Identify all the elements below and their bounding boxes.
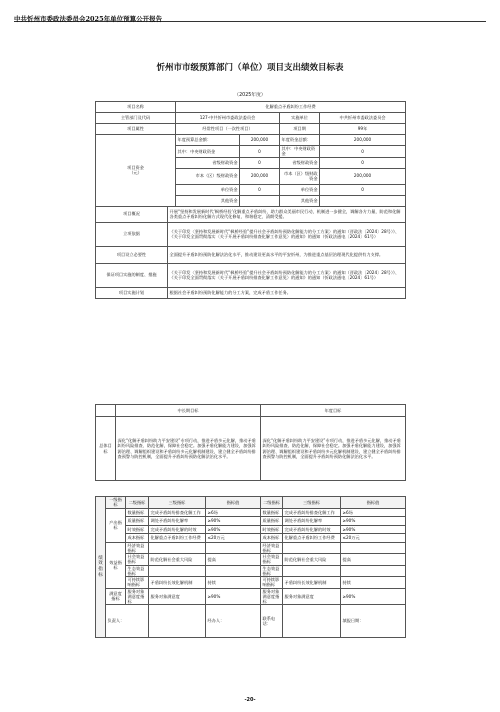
funds-right-label: 单位资金 [280, 184, 320, 195]
funds-right-value: 200,000 [320, 135, 406, 146]
funds-left-value: 0 [240, 157, 280, 168]
indicator-cell: ≤20万元 [206, 534, 261, 543]
indicator-cell: 完成矛盾纠纷化解的时效 [149, 525, 206, 534]
funds-right-label: 市本（区）级财政资金 [280, 168, 320, 184]
section-label: 立项依据 [96, 222, 168, 246]
funds-label: 项目资金 （元） [96, 135, 176, 207]
section-text: 开展“坚持和发展新时代‘枫桥经验’化解重点矛盾纠纷，助力群众美丽市民行动，机制进一步健全，调解各方力量，防范和化解各类重点矛盾纠纷化解方式现代化修复、和谐稳定、清朗受援。 [168, 206, 406, 222]
dept-value: 127-中共忻州市委政法委员会 [176, 113, 280, 124]
indicator-cell: 经济效益指标 [261, 542, 283, 554]
indicator-cell: 调处矛盾纠纷化解率 [283, 517, 341, 526]
goals-year-header: 年度目标 [261, 405, 406, 417]
goals-overall-label: 总体目标 [96, 417, 116, 481]
indicator-cell: 数量指标 [126, 508, 149, 517]
section-text: 全面提升矛盾纠纷预防化解法治化水平，推动建设更高水平的平安忻州，为推进重点基层治理现代化提供有力支撑。 [168, 246, 406, 263]
funds-left-label: 其他资金 [176, 195, 240, 206]
period-label: 项目期 [280, 124, 320, 135]
footer-person-label: 负责人： [106, 605, 149, 638]
footer-phone-label: 联系电话： [261, 605, 283, 638]
section-text: 《关于印发〈坚持和发展新时代“枫桥经验”提升社会矛盾纠纷预防化解能力的分工方案〉的通知（晋政法〔2024〕28号）》、《关于印发全面贯彻落实〈关于开展矛盾纠纷排查化解工作意见〉的通知》的通知（忻政法通电〔2024〕61号） [168, 222, 406, 246]
funds-right-value: 0 [320, 157, 406, 168]
indicator-cell: 数量指标 [261, 508, 283, 517]
indicator-group-label: 产出指标 [106, 508, 126, 542]
indicator-cell: 时效指标 [261, 525, 283, 534]
goals-mid-header: 中长期目标 [116, 405, 261, 417]
indicator-cell: 提高 [206, 554, 261, 566]
indicator-cell: ≥90% [206, 517, 261, 526]
indicator-cell: 防范化解社会重大风险 [149, 554, 206, 566]
indicator-row [96, 525, 406, 534]
header-cell: 指标值 [341, 497, 406, 509]
document-year: （2025年度） [234, 93, 266, 98]
funds-left-value [240, 195, 280, 206]
exec-label: 实施单位 [280, 113, 320, 124]
indicator-cell: 生态效益指标 [126, 565, 149, 577]
indicator-cell [149, 565, 206, 577]
dept-label: 主管部门及代码 [96, 113, 176, 124]
indicator-cell: ≥6场 [206, 508, 261, 517]
funds-left-label: 其中：中央财政资金 [176, 146, 240, 158]
indicator-cell: 化解重点矛盾纠纷工作经费 [149, 534, 206, 543]
indicator-cell [206, 565, 261, 577]
indicator-cell: ≥90% [341, 517, 406, 526]
indicator-cell: 经济效益指标 [126, 542, 149, 554]
attr-value: 经常性项目（一次性项目） [176, 124, 280, 135]
section-label: 项目概况 [96, 206, 168, 222]
indicator-row [96, 577, 406, 589]
footer-handler-label: 经办人： [206, 605, 261, 638]
funds-right-label: 其中：中央财政资金 [280, 146, 320, 158]
indicator-cell: ≥6场 [341, 508, 406, 517]
indicator-cell [149, 542, 206, 554]
project-name-value: 化解重点矛盾纠纷工作经费 [176, 102, 406, 113]
indicator-cell: 持续 [206, 577, 261, 589]
indicator-cell: 矛盾纠纷长效化解机制 [149, 577, 206, 589]
indicator-cell [283, 565, 341, 577]
indicator-cell: ≥90% [341, 588, 406, 605]
funds-right-value [320, 195, 406, 206]
indicators-table [95, 496, 406, 638]
indicator-cell: 完成矛盾纠纷排查化解工作 [149, 508, 206, 517]
section-text: 根据社会矛盾纠纷预防化解能力的分工方案，完成矛盾工作任务。 [168, 287, 406, 298]
indicator-cell: 服务对象满意度指标 [261, 588, 283, 605]
indicator-cell: 成本指标 [126, 534, 149, 543]
indicators-side-label: 绩效指标 [96, 497, 106, 638]
header-text: 中共忻州市委政法委员会2025年单位预算公开报告 [14, 15, 163, 23]
indicator-row [96, 517, 406, 526]
funds-right-value: 200,000 [320, 168, 406, 184]
page-number: -20- [244, 697, 256, 703]
period-value: 99年 [320, 124, 406, 135]
funds-left-label: 单位资金 [176, 184, 240, 195]
footer-row [96, 605, 406, 638]
indicator-group-label: 满意度指标 [106, 588, 126, 605]
goals-corner [96, 405, 116, 417]
project-info-table [95, 101, 406, 299]
attr-label: 项目属性 [96, 124, 176, 135]
indicator-cell: 社会效益指标 [261, 554, 283, 566]
funds-left-value: 200,000 [240, 135, 280, 146]
indicator-row [96, 588, 406, 605]
footer-phone-value [283, 605, 341, 638]
indicator-cell: 时效指标 [126, 525, 149, 534]
funds-right-value: 0 [320, 146, 406, 158]
indicator-cell: 服务对象满意度 [283, 588, 341, 605]
goals-year-text: 深化“化解矛盾纠纷助力平安建设”专项行动，推进矛盾多元化解，推动矛盾纠纷风险排查、防范化解，保障社会稳定。加强矛盾化解能力建设，加强诉源治理、调解组织建设和矛盾纠纷多元化解机制建设，建立健全矛盾纠纷排查预警与防控机制，全面提升矛盾纠纷预防化解法治化水平。 [261, 417, 406, 481]
funds-right-label: 省级财政资金 [280, 157, 320, 168]
indicator-cell: 防范化解社会重大风险 [283, 554, 341, 566]
section-label: 项目实施计划 [96, 287, 168, 298]
funds-left-label: 省级财政资金 [176, 157, 240, 168]
indicator-cell: 化解重点矛盾纠纷工作经费 [283, 534, 341, 543]
indicator-cell: ≤20万元 [341, 534, 406, 543]
indicator-row [96, 508, 406, 517]
indicator-cell: 矛盾纠纷长效化解机制 [283, 577, 341, 589]
funds-right-label: 年度资金总额： [280, 135, 320, 146]
indicator-row [96, 542, 406, 554]
footer-person-value [149, 605, 206, 638]
indicator-row [96, 565, 406, 577]
footer-date-label: 填报日期： [341, 605, 406, 638]
indicator-row [96, 554, 406, 566]
indicator-cell: 可持续影响指标 [261, 577, 283, 589]
indicator-cell [206, 542, 261, 554]
indicator-cell [341, 542, 406, 554]
indicator-cell: 可持续影响指标 [126, 577, 149, 589]
funds-left-value: 0 [240, 184, 280, 195]
header-cell: 指标值 [206, 497, 261, 509]
indicator-cell: 社会效益指标 [126, 554, 149, 566]
funds-left-label: 年度预算总金额： [176, 135, 240, 146]
section-label: 保证项目实施的制度、措施 [96, 263, 168, 287]
header-cell: 二级指标 [261, 497, 283, 509]
section-text: 《关于印发〈坚持和发展新时代“枫桥经验”提升社会矛盾纠纷预防化解能力的分工方案〉的通知（晋政法〔2024〕28号）》、《关于印发全面贯彻落实〈关于开展矛盾纠纷排查化解工作意见〉的通知》的通知（忻政法通电〔2024〕61号） [168, 263, 406, 287]
indicator-cell: 服务对象满意度 [149, 588, 206, 605]
header-cell: 三级指标 [283, 497, 341, 509]
funds-left-value: 200,000 [240, 168, 280, 184]
indicator-cell: 服务对象满意度指标 [126, 588, 149, 605]
indicator-cell: 完成矛盾纠纷化解的时效 [283, 525, 341, 534]
indicators-header-row [96, 497, 406, 509]
indicator-cell: 生态效益指标 [261, 565, 283, 577]
header-cell: 三级指标 [149, 497, 206, 509]
page-header [14, 6, 486, 22]
goals-mid-text: 深化“化解矛盾纠纷助力平安建设”专项行动，推进矛盾多元化解，推动矛盾纠纷风险排查、防范化解，保障社会稳定。加强矛盾化解能力建设，加强诉源治理、调解组织建设和矛盾纠纷多元化解机制建设，建立健全矛盾纠纷排查预警与防控机制，全面提升矛盾纠纷预防化解法治化水平。 [116, 417, 261, 481]
exec-value: 中共忻州市委政法委员会 [320, 113, 406, 124]
indicator-cell [341, 565, 406, 577]
funds-right-label: 其他资金 [280, 195, 320, 206]
indicator-cell: 质量指标 [261, 517, 283, 526]
indicator-group-label: 效益指标 [106, 542, 126, 588]
indicator-cell: 持续 [341, 577, 406, 589]
indicator-cell: 成本指标 [261, 534, 283, 543]
funds-right-value: 0 [320, 184, 406, 195]
indicator-cell [283, 542, 341, 554]
indicator-cell: 调处矛盾纠纷化解率 [149, 517, 206, 526]
indicator-row [96, 534, 406, 543]
project-name-label: 项目名称 [96, 102, 176, 113]
indicator-cell: 质量指标 [126, 517, 149, 526]
document-title: 忻州市市级预算部门（单位）项目支出绩效目标表 [156, 63, 344, 73]
header-cell: 一级指标 [106, 497, 126, 509]
goals-table [95, 404, 406, 481]
indicator-cell: 提高 [341, 554, 406, 566]
indicator-cell: ≥90% [341, 525, 406, 534]
header-cell: 二级指标 [126, 497, 149, 509]
indicator-cell: 完成矛盾纠纷排查化解工作 [283, 508, 341, 517]
section-label: 项目设立必要性 [96, 246, 168, 263]
funds-left-label: 市本（区）级财政资金 [176, 168, 240, 184]
indicator-cell: ≥90% [206, 588, 261, 605]
funds-left-value: 0 [240, 146, 280, 158]
indicator-cell: ≥90% [206, 525, 261, 534]
funds-row [96, 135, 406, 146]
